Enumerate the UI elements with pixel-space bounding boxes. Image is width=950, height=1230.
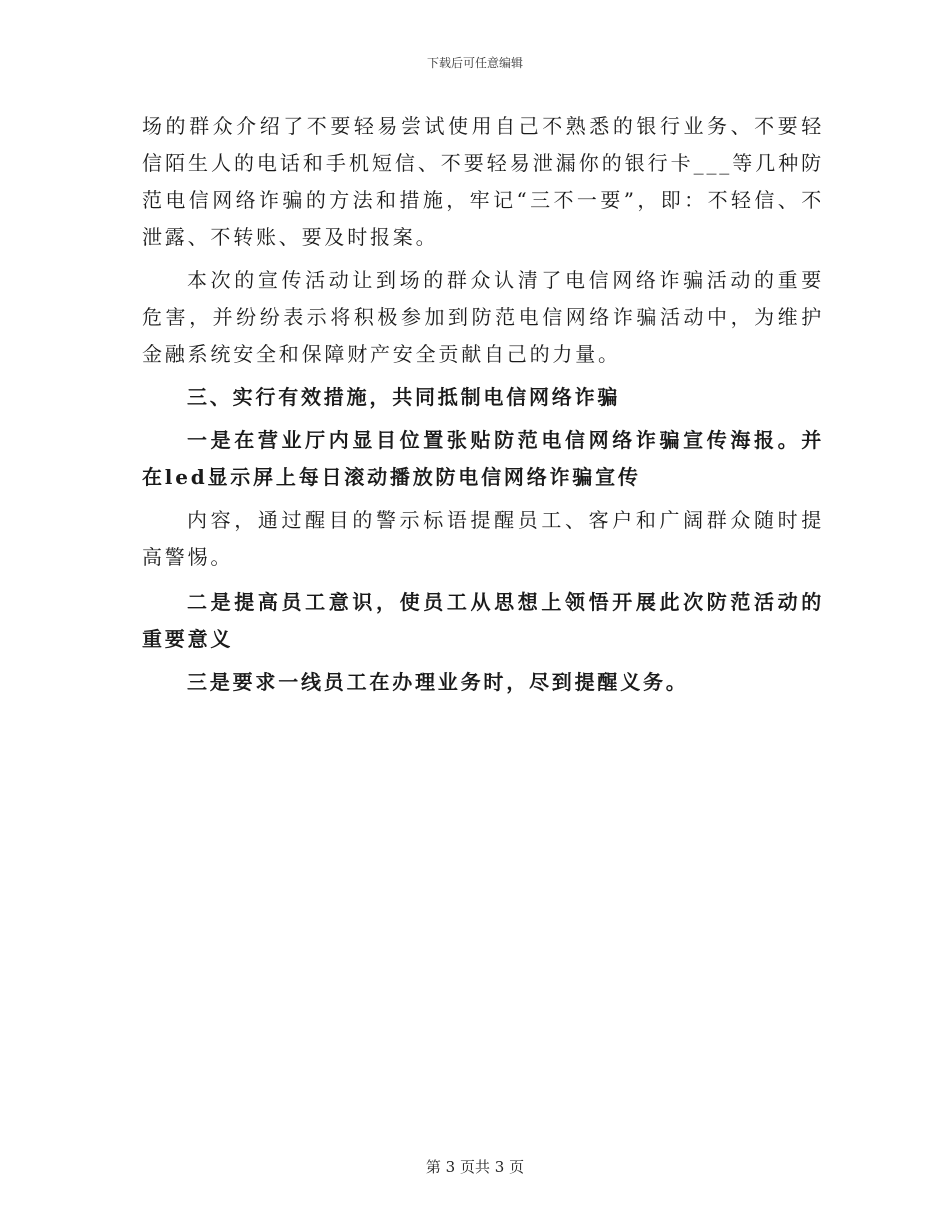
measure-one-detail: 内容，通过醒目的警示标语提醒员工、客户和广阔群众随时提高警惕。 [142, 508, 824, 569]
measure-two: 二是提高员工意识，使员工从思想上领悟开展此次防范活动的重要意义 [142, 590, 824, 651]
measure-three: 三是要求一线员工在办理业务时，尽到提醒义务。 [187, 670, 689, 694]
paragraph-continuation: 场的群众介绍了不要轻易尝试使用自己不熟悉的银行业务、不要轻信陌生人的电话和手机短信、不要轻易泄漏你的银行卡___等几种防范电信网络诈骗的方法和措施，牢记“三不一要”，即：不轻信、不泄露、不转账、要及时报案。 [142, 114, 824, 249]
paragraph-summary: 本次的宣传活动让到场的群众认清了电信网络诈骗活动的重要危害，并纷纷表示将积极参加到防范电信网络诈骗活动中，为维护金融系统安全和保障财产安全贡献自己的力量。 [142, 268, 824, 366]
document-body [142, 108, 824, 701]
section-heading: 三、实行有效措施，共同抵制电信网络诈骗 [187, 385, 621, 409]
measure-one: 一是在营业厅内显目位置张贴防范电信网络诈骗宣传海报。并在led显示屏上每日滚动播放防电信网络诈骗宣传 [142, 428, 824, 489]
page-header: 下载后可任意编辑 [426, 56, 523, 70]
page-footer: 第 3 页共 3 页 [425, 1158, 525, 1176]
